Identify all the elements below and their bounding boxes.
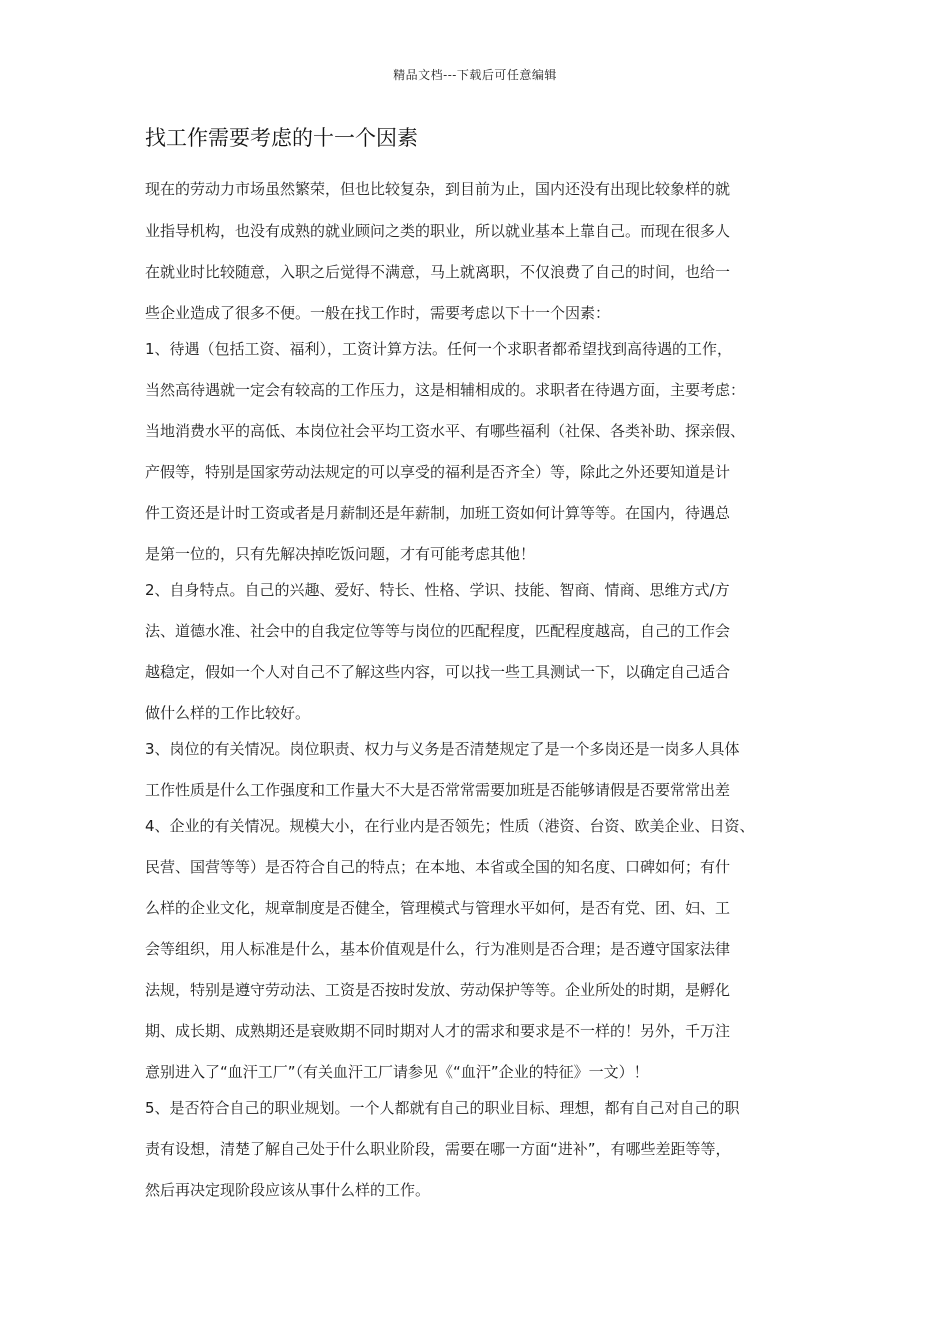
body-line: 在就业时比较随意，入职之后觉得不满意，马上就离职，不仅浪费了自己的时间，也给一	[145, 263, 731, 281]
document-title: 找工作需要考虑的十一个因素	[145, 126, 418, 150]
body-line: 然后再决定现阶段应该从事什么样的工作。	[145, 1181, 431, 1199]
body-line: 越稳定，假如一个人对自己不了解这些内容，可以找一些工具测试一下，以确定自己适合	[145, 663, 731, 681]
body-line: 民营、国营等等）是否符合自己的特点；在本地、本省或全国的知名度、口碑如何；有什	[145, 858, 731, 876]
body-line: 件工资还是计时工资或者是月薪制还是年薪制，加班工资如何计算等等。在国内，待遇总	[145, 504, 731, 522]
body-line: 会等组织，用人标准是什么，基本价值观是什么，行为准则是否合理；是否遵守国家法律	[145, 940, 731, 958]
body-line: 5、是否符合自己的职业规划。一个人都就有自己的职业目标、理想，都有自己对自己的职	[145, 1099, 740, 1117]
body-line: 当地消费水平的高低、本岗位社会平均工资水平、有哪些福利（社保、各类补助、探亲假、	[145, 422, 746, 440]
body-line: 2、自身特点。自己的兴趣、爱好、特长、性格、学识、技能、智商、情商、思维方式/方	[145, 581, 730, 599]
body-line: 是第一位的，只有先解决掉吃饭问题，才有可能考虑其他！	[145, 545, 536, 563]
body-line: 1、待遇（包括工资、福利），工资计算方法。任何一个求职者都希望找到高待遇的工作，	[145, 340, 733, 358]
body-line: 法规，特别是遵守劳动法、工资是否按时发放、劳动保护等等。企业所处的时期，是孵化	[145, 981, 731, 999]
body-line: 3、岗位的有关情况。岗位职责、权力与义务是否清楚规定了是一个多岗还是一岗多人具体	[145, 740, 740, 758]
body-line: 责有设想，清楚了解自己处于什么职业阶段，需要在哪一方面“进补”，有哪些差距等等，	[145, 1140, 731, 1158]
body-line: 业指导机构，也没有成熟的就业顾问之类的职业，所以就业基本上靠自己。而现在很多人	[145, 222, 731, 240]
body-line: 工作性质是什么工作强度和工作量大不大是否常常需要加班是否能够请假是否要常常出差	[145, 781, 731, 799]
body-line: 期、成长期、成熟期还是衰败期不同时期对人才的需求和要求是不一样的！另外，千万注	[145, 1022, 731, 1040]
body-line: 做什么样的工作比较好。	[145, 704, 311, 722]
page-header-note: 精品文档---下载后可任意编辑	[393, 68, 557, 82]
body-line: 意别进入了“血汗工厂”（有关血汗工厂请参见《“血汗”企业的特征》一文）！	[145, 1063, 649, 1081]
body-line: 么样的企业文化，规章制度是否健全，管理模式与管理水平如何，是否有党、团、妇、工	[145, 899, 731, 917]
body-line: 现在的劳动力市场虽然繁荣，但也比较复杂，到目前为止，国内还没有出现比较象样的就	[145, 180, 731, 198]
body-line: 当然高待遇就一定会有较高的工作压力，这是相辅相成的。求职者在待遇方面，主要考虑：	[145, 381, 746, 399]
body-line: 4、企业的有关情况。规模大小，在行业内是否领先；性质（港资、台资、欧美企业、日资、	[145, 817, 755, 835]
body-line: 法、道德水准、社会中的自我定位等等与岗位的匹配程度，匹配程度越高，自己的工作会	[145, 622, 731, 640]
body-line: 些企业造成了很多不便。一般在找工作时，需要考虑以下十一个因素：	[145, 304, 611, 322]
body-line: 产假等，特别是国家劳动法规定的可以享受的福利是否齐全）等，除此之外还要知道是计	[145, 463, 731, 481]
